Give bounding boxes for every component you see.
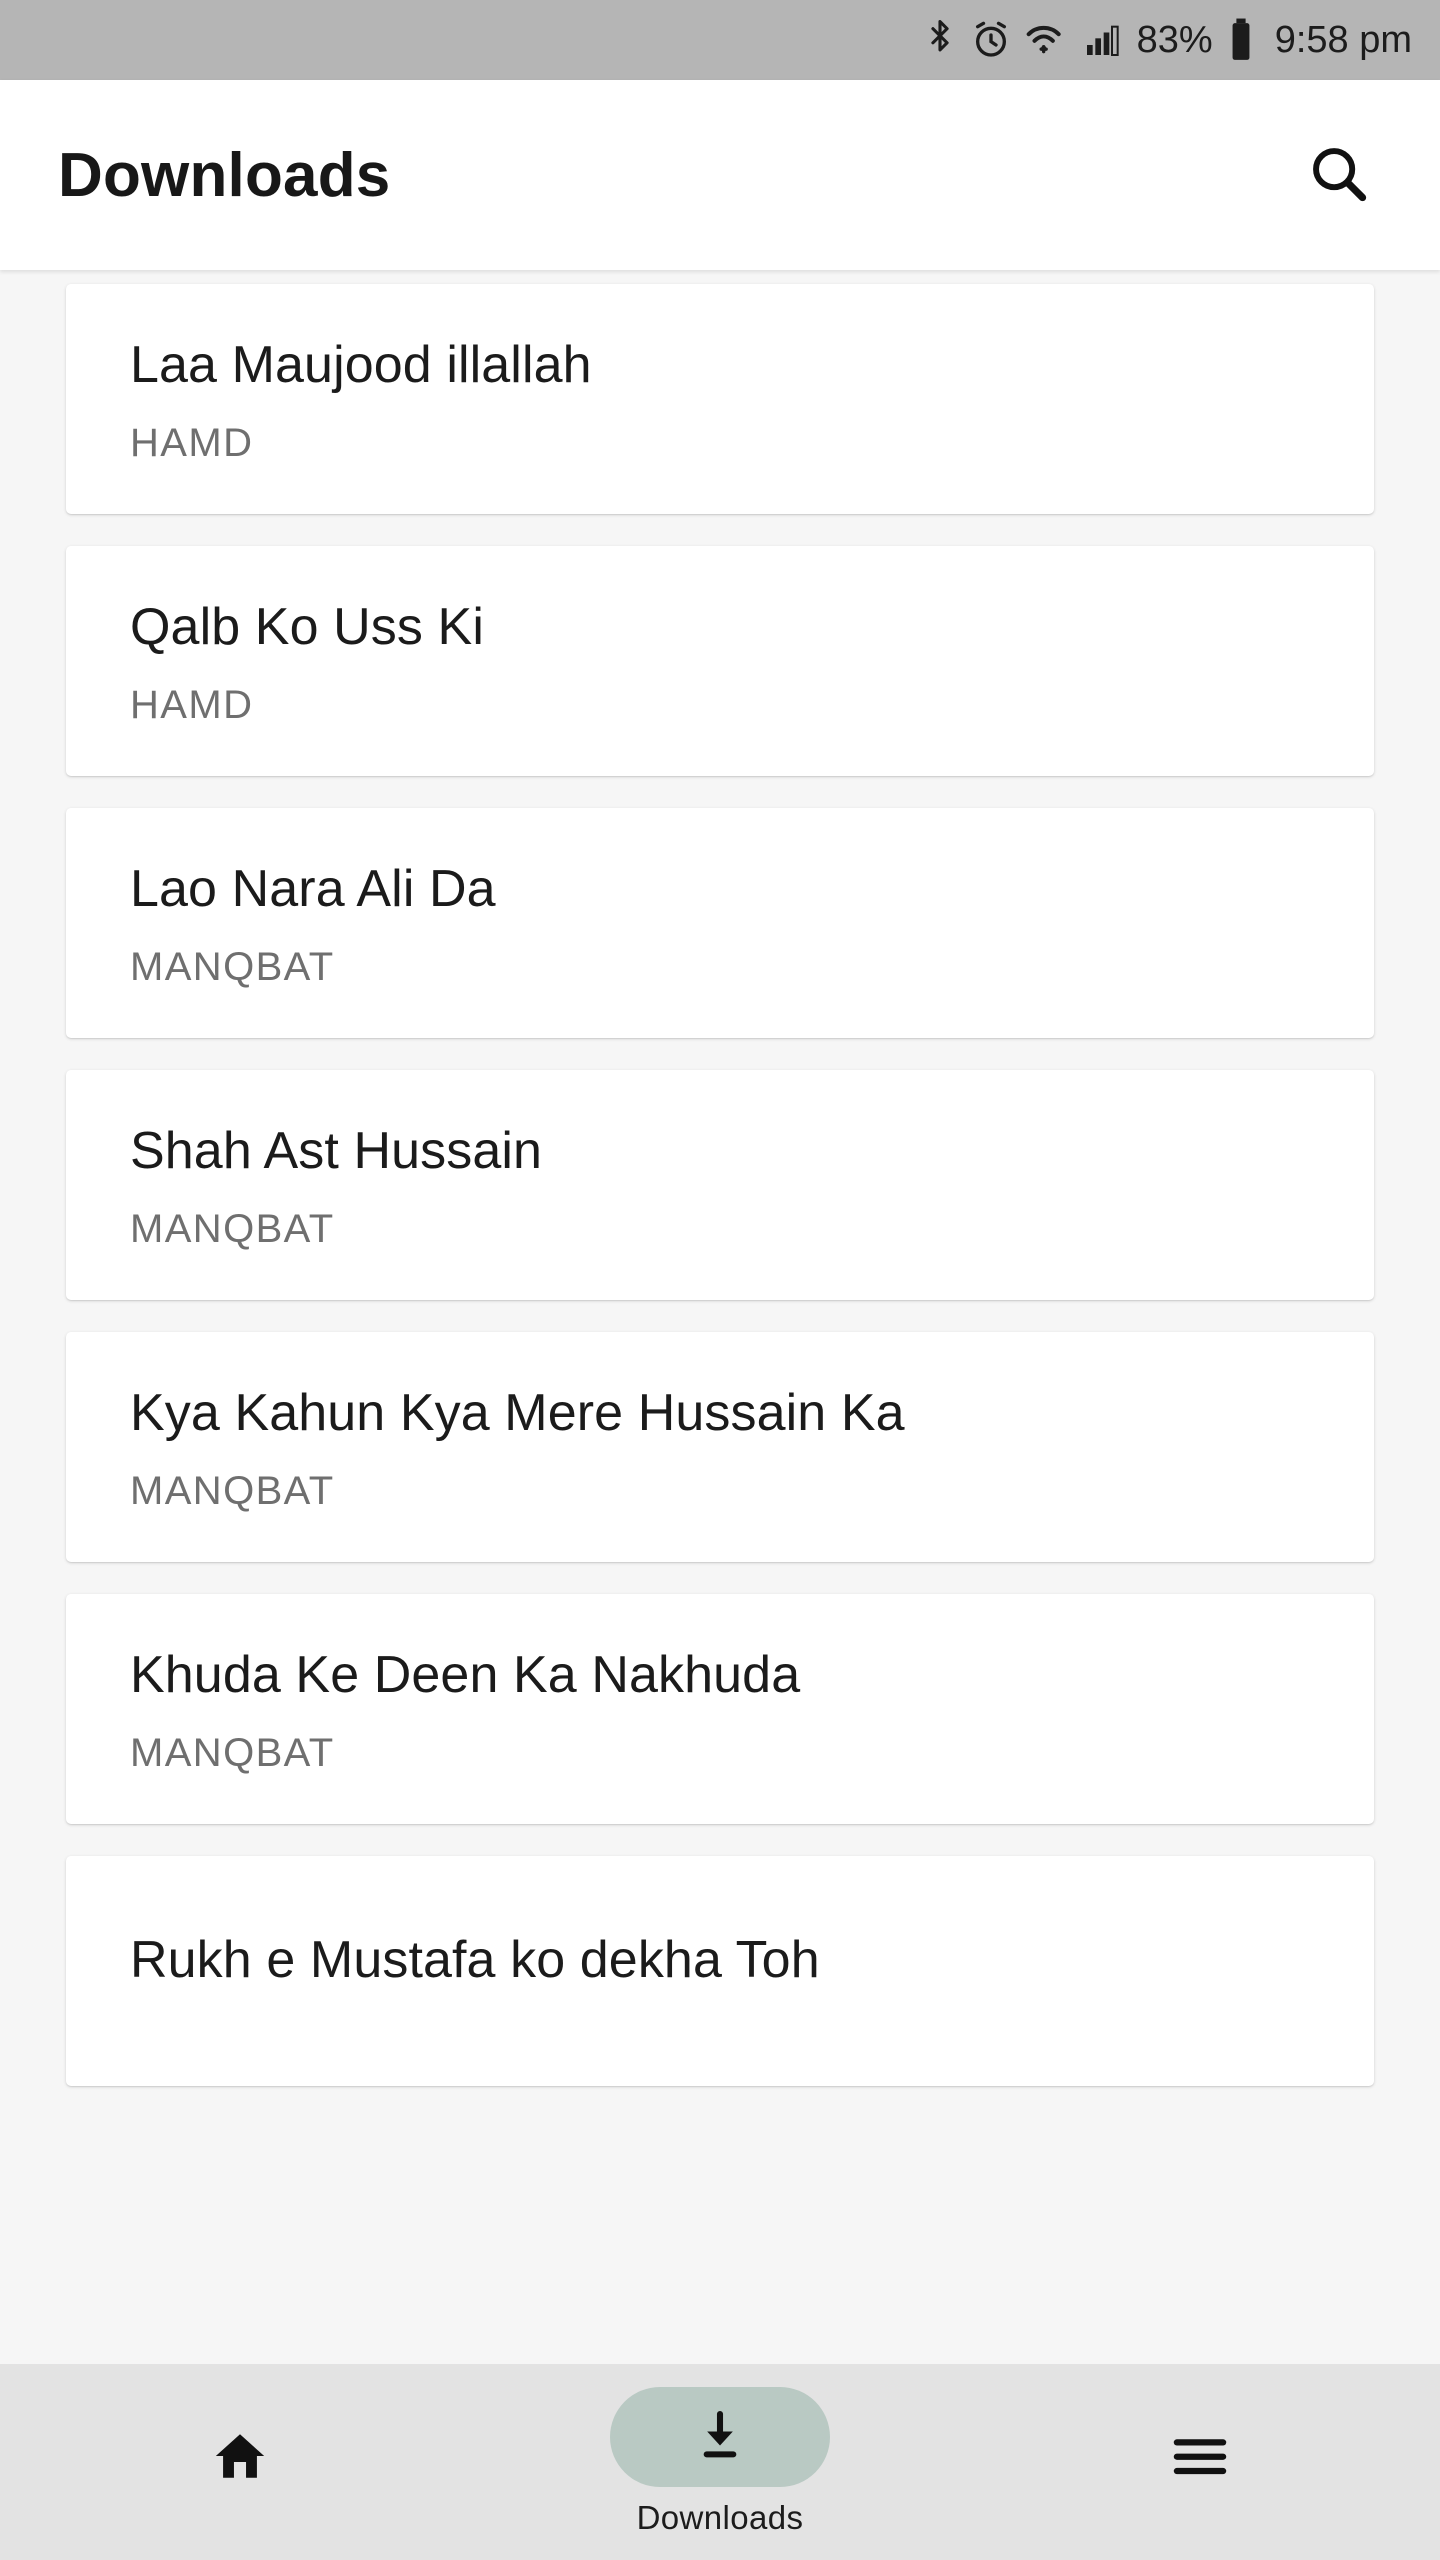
item-title: Kya Kahun Kya Mere Hussain Ka [130, 1384, 905, 1443]
list-item[interactable] [66, 1856, 1374, 2086]
status-bar [0, 0, 1440, 80]
item-category: HAMD [130, 682, 254, 727]
list-item[interactable] [66, 808, 1374, 1038]
nav-item-downloads[interactable] [480, 2387, 960, 2537]
item-title: Shah Ast Hussain [130, 1122, 543, 1181]
alarm-icon [971, 20, 1011, 60]
list-item[interactable] [66, 284, 1374, 514]
item-title: Qalb Ko Uss Ki [130, 598, 484, 657]
search-icon [1307, 142, 1369, 209]
nav-item-home[interactable] [0, 2406, 480, 2518]
list-item[interactable] [66, 546, 1374, 776]
list-item[interactable] [66, 1594, 1374, 1824]
battery-full-icon [1227, 17, 1255, 63]
item-category: MANQBAT [130, 1206, 335, 1251]
wifi-icon [1025, 20, 1069, 60]
cellular-signal-icon [1083, 20, 1121, 60]
nav-item-menu[interactable] [960, 2406, 1440, 2518]
app-bar [0, 80, 1440, 270]
list-item[interactable] [66, 1332, 1374, 1562]
item-category: MANQBAT [130, 1730, 335, 1775]
downloads-list[interactable] [0, 270, 1440, 2560]
bluetooth-icon [923, 18, 957, 62]
battery-percent: 83% [1136, 18, 1213, 61]
download-icon [692, 2407, 748, 2468]
item-title: Lao Nara Ali Da [130, 860, 496, 919]
bottom-navigation [0, 2364, 1440, 2560]
item-title: Laa Maujood illallah [130, 336, 592, 395]
nav-pill-downloads [610, 2387, 830, 2487]
item-category: MANQBAT [130, 944, 335, 989]
menu-icon [1169, 2406, 1231, 2506]
home-icon [211, 2406, 269, 2506]
page-title: Downloads [58, 140, 391, 210]
nav-label-downloads: Downloads [636, 2499, 804, 2536]
list-item[interactable] [66, 1070, 1374, 1300]
item-title: Khuda Ke Deen Ka Nakhuda [130, 1646, 801, 1705]
item-category: MANQBAT [130, 1468, 335, 1513]
item-title: Rukh e Mustafa ko dekha Toh [130, 1930, 820, 1989]
item-category: HAMD [130, 420, 254, 465]
search-button[interactable] [1292, 129, 1384, 221]
status-clock: 9:58 pm [1274, 18, 1412, 61]
